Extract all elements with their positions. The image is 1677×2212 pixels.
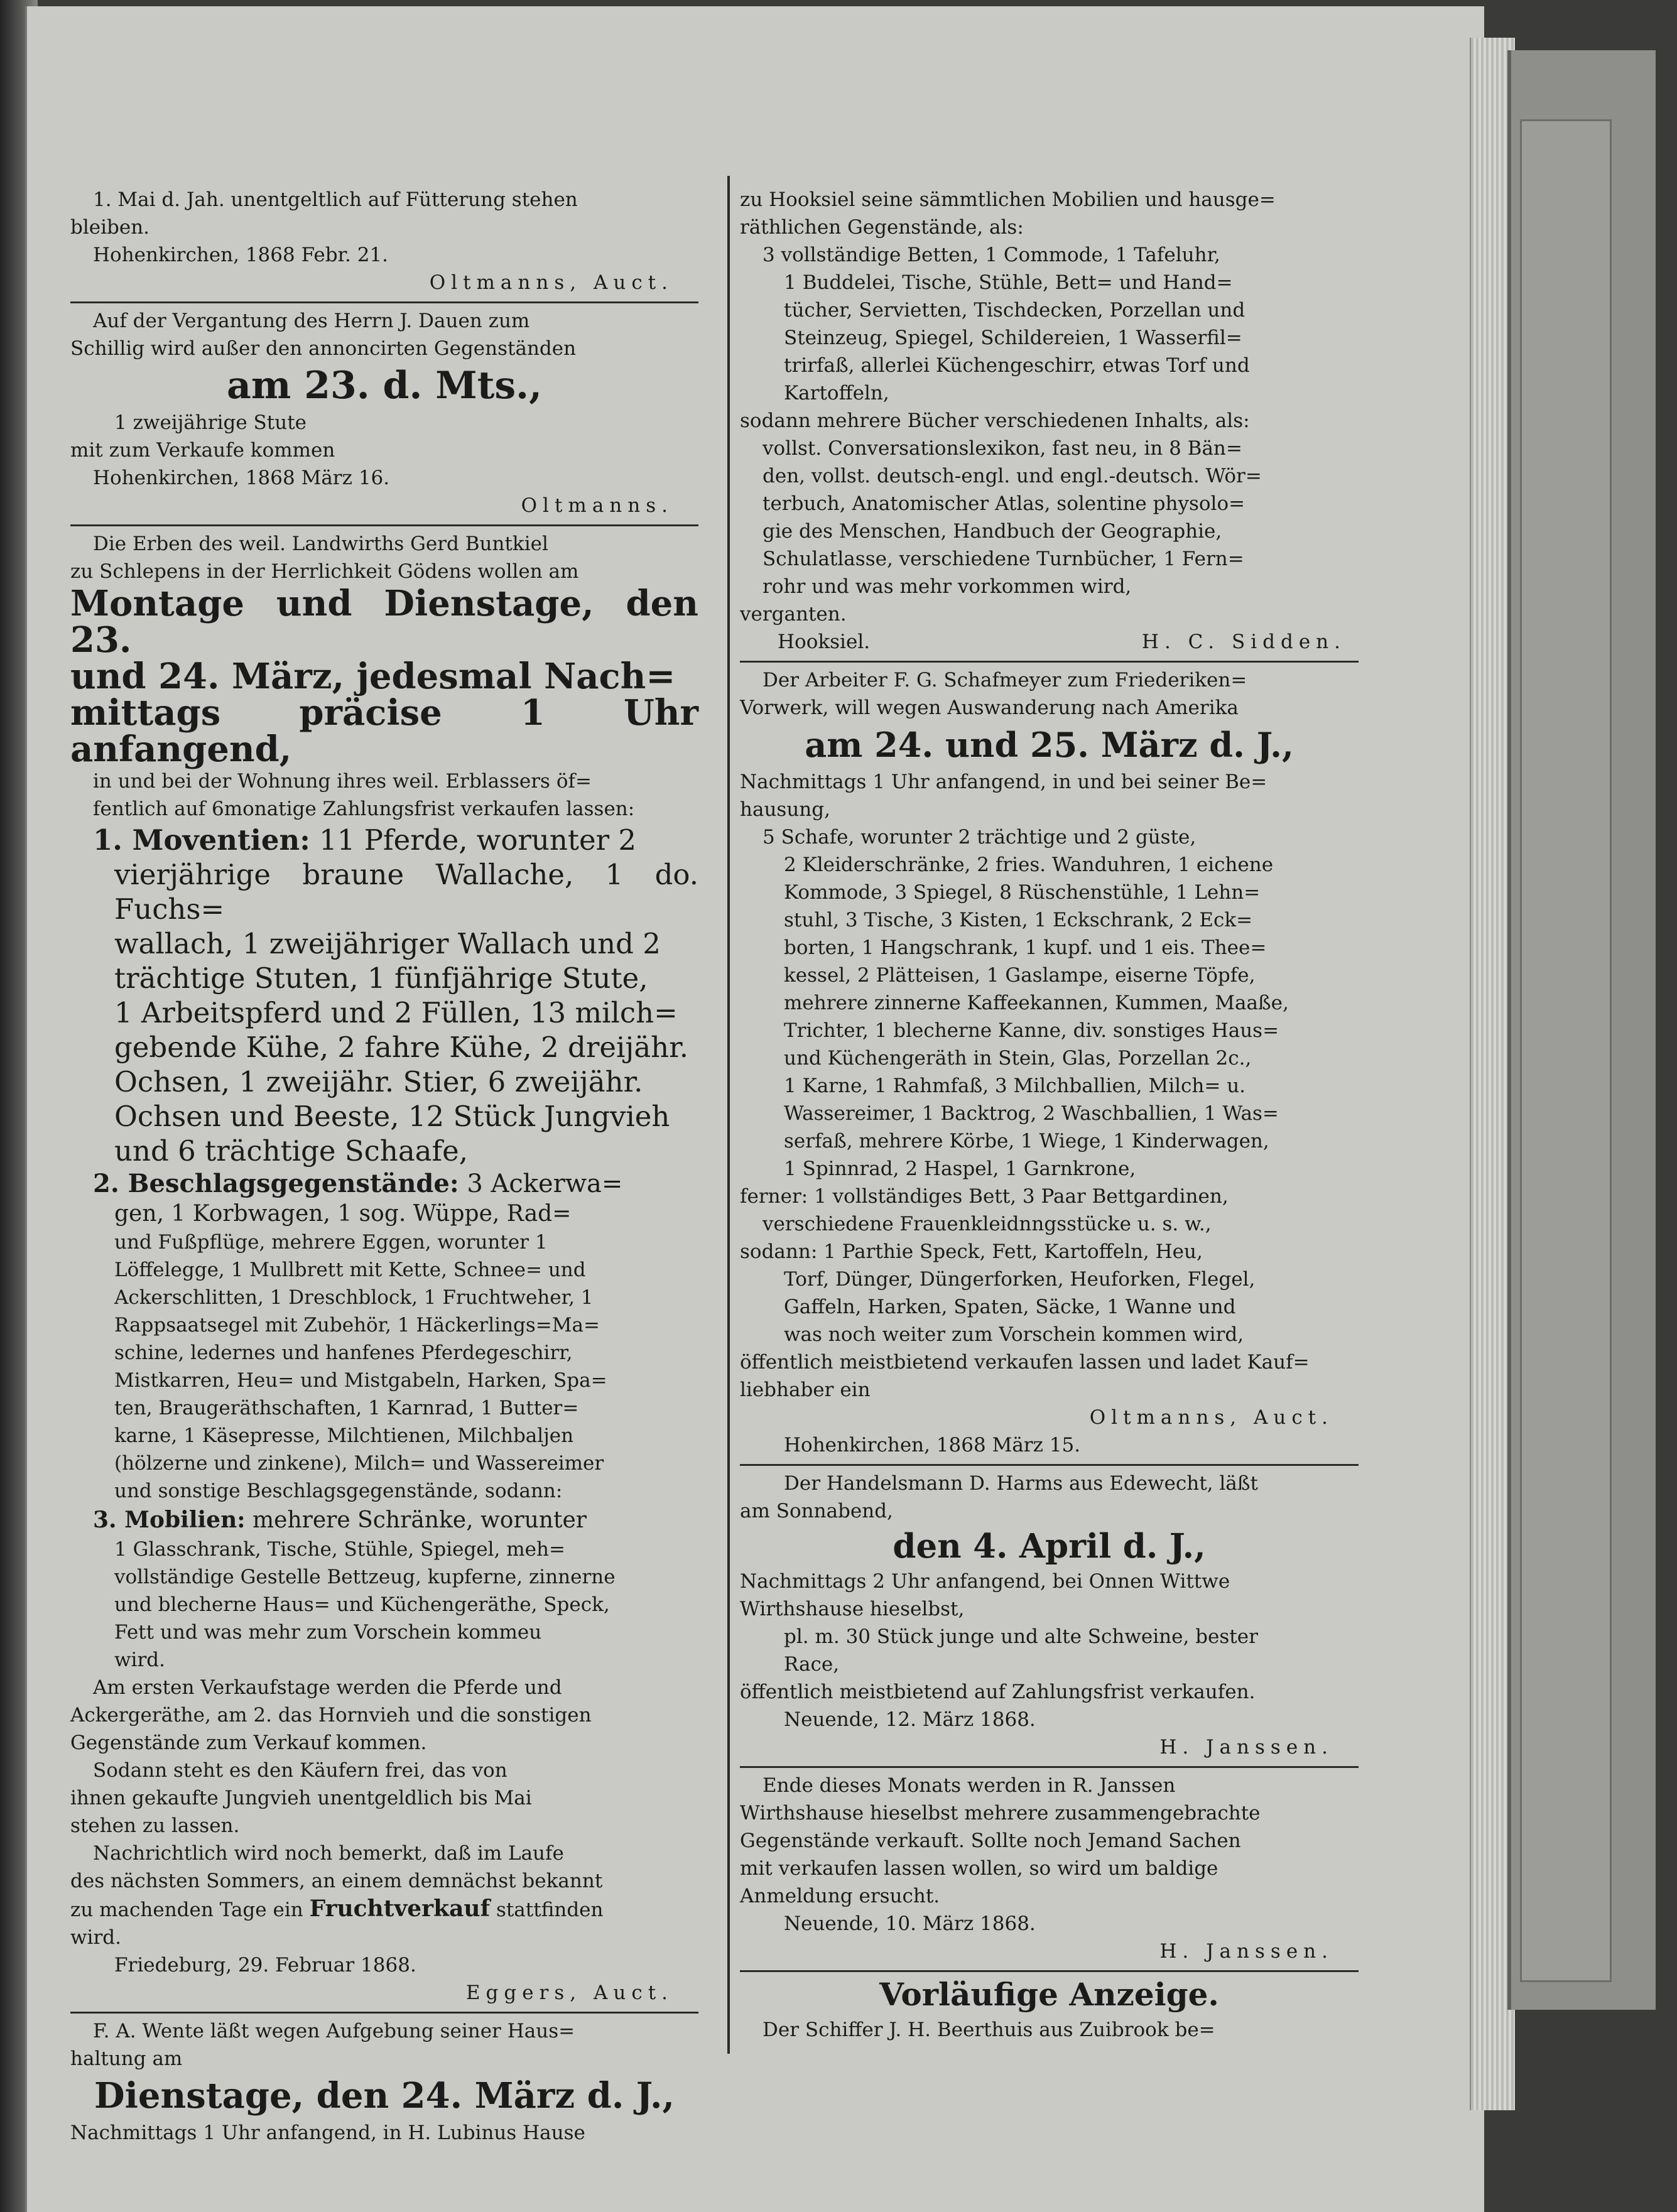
list-line: tücher, Servietten, Tischdecken, Porzellan und [784, 299, 1246, 322]
list-line: Kartoffeln, [784, 382, 889, 404]
list-line: Mistkarren, Heu= und Mistgabeln, Harken, Spa= [114, 1369, 607, 1392]
text-line: wird. [70, 1926, 121, 1949]
list-line: trirfaß, allerlei Küchengeschirr, etwas Torf und [784, 354, 1250, 377]
list-item [70, 1168, 698, 1200]
list-line: und Fußpflüge, mehrere Eggen, worunter 1 [114, 1231, 548, 1254]
text-line: Ackergeräthe, am 2. das Hornvieh und die sonstigen [70, 1704, 592, 1727]
separator [70, 2012, 698, 2014]
book-cover-panel [1520, 119, 1612, 1982]
auction-date-line: Montage und Dienstage, den 23. [70, 583, 698, 661]
list-line: Gaffeln, Harken, Spaten, Säcke, 1 Wanne und [784, 1296, 1236, 1318]
text-line: ferner: 1 vollständiges Bett, 3 Paar Bettgardinen, [740, 1185, 1229, 1208]
text-line: 1 zweijährige Stute [114, 411, 307, 434]
list-line: karne, 1 Käsepresse, Milchtienen, Milchbaljen [114, 1424, 574, 1447]
text-line: liebhaber ein [740, 1379, 871, 1401]
list-line: serfaß, mehrere Körbe, 1 Wiege, 1 Kinderwagen, [784, 1130, 1269, 1152]
list-line: Ackerschlitten, 1 Dreschblock, 1 Fruchtweher, 1 [114, 1286, 594, 1309]
list-line: Torf, Dünger, Düngerforken, Heuforken, Flegel, [784, 1268, 1256, 1291]
text-line: fentlich auf 6monatige Zahlungsfrist verkaufen lassen: [93, 798, 635, 820]
text-line: F. A. Wente läßt wegen Aufgebung seiner Haus= [93, 2020, 575, 2042]
text-line: haltung am [70, 2047, 183, 2070]
text-line: ihnen gekaufte Jungvieh unentgeldlich bis Mai [70, 1787, 532, 1809]
text-line: Der Handelsmann D. Harms aus Edewecht, läßt [784, 1472, 1258, 1495]
text-line: räthlichen Gegenstände, als: [740, 216, 1024, 239]
text-line: 1. Mai d. Jah. unentgeltlich auf Fütterung stehen [93, 188, 578, 211]
list-line: 3 vollständige Betten, 1 Commode, 1 Tafeluhr, [763, 244, 1220, 266]
list-item [70, 823, 698, 857]
list-line: Kommode, 3 Spiegel, 8 Rüschenstühle, 1 Lehn= [784, 881, 1261, 904]
list-line: vierjährige braune Wallache, 1 do. Fuchs= [114, 858, 698, 926]
text-line: Gegenstände zum Verkauf kommen. [70, 1732, 427, 1754]
auction-date-line: mittags präcise 1 Uhr anfangend, [70, 692, 698, 770]
text-line: Ende dieses Monats werden in R. Janssen [763, 1774, 1176, 1797]
list-text: 3 Ackerwa= [467, 1169, 623, 1198]
text-line: Der Schiffer J. H. Beerthuis aus Zuibrook be= [763, 2019, 1215, 2041]
text-line: Anmeldung ersucht. [740, 1885, 940, 1907]
list-line: wird. [114, 1649, 165, 1671]
text-line: mit zum Verkaufe kommen [70, 439, 335, 462]
separator [70, 524, 698, 526]
text-line: Auf der Vergantung des Herrn J. Dauen zum [93, 310, 530, 332]
text-line: stehen zu lassen. [70, 1814, 240, 1837]
signature: Oltmanns. [521, 494, 673, 517]
signature: H. C. Sidden. [1141, 631, 1346, 653]
text-line: in und bei der Wohnung ihres weil. Erblassers öf= [93, 770, 592, 793]
list-line: gen, 1 Korbwagen, 1 sog. Wüppe, Rad= [114, 1201, 572, 1227]
text-line: Gegenstände verkauft. Sollte noch Jemand Sachen [740, 1830, 1241, 1852]
separator [740, 1464, 1359, 1466]
list-line: vollständige Gestelle Bettzeug, kupferne, zinnerne [114, 1566, 616, 1588]
auction-date: Dienstage, den 24. März d. J., [94, 2075, 675, 2117]
right-column [740, 186, 1359, 2044]
separator [740, 1766, 1359, 1768]
text-line: Der Arbeiter F. G. Schafmeyer zum Friederiken= [763, 669, 1247, 691]
left-column [70, 186, 698, 2147]
list-line: kessel, 2 Plätteisen, 1 Gaslampe, eiserne Töpfe, [784, 964, 1256, 987]
list-line: terbuch, Anatomischer Atlas, solentine physolo= [763, 492, 1246, 515]
list-line: Schulatlasse, verschiedene Turnbücher, 1 Fern= [763, 548, 1244, 570]
list-line: wallach, 1 zweijähriger Wallach und 2 [114, 927, 661, 960]
text-line: verschiedene Frauenkleidnngsstücke u. s. w., [763, 1213, 1212, 1235]
list-line: Ochsen, 1 zweijähr. Stier, 6 zweijähr. [114, 1065, 643, 1098]
text-span: stattfinden [496, 1899, 604, 1921]
place-date: Neuende, 12. März 1868. [784, 1708, 1036, 1731]
text-line: öffentlich meistbietend auf Zahlungsfrist verkaufen. [740, 1681, 1256, 1703]
list-line: 1 Glasschrank, Tische, Stühle, Spiegel, meh= [114, 1538, 565, 1561]
text-span: zu machenden Tage ein [70, 1899, 303, 1921]
place-date: Hohenkirchen, 1868 März 16. [93, 467, 390, 489]
category-label: 1. Moventien: [93, 823, 310, 857]
text-line [70, 1895, 698, 1924]
list-line: Steinzeug, Spiegel, Schildereien, 1 Wasserfil= [784, 327, 1242, 349]
text-line: Nachmittags 1 Uhr anfangend, in H. Lubinus Hause [70, 2122, 585, 2144]
signature: Eggers, Auct. [465, 1982, 673, 2004]
auction-date: am 24. und 25. März d. J., [805, 725, 1294, 765]
text-line: sodann: 1 Parthie Speck, Fett, Kartoffeln, Heu, [740, 1240, 1203, 1263]
list-text: mehrere Schränke, worunter [252, 1507, 587, 1533]
list-line: vollst. Conversationslexikon, fast neu, in 8 Bän= [763, 437, 1242, 460]
list-line: Löffelegge, 1 Mullbrett mit Kette, Schnee= und [114, 1259, 586, 1281]
column-divider [727, 176, 730, 2054]
auction-date-line: und 24. März, jedesmal Nach= [70, 656, 676, 697]
list-line: und Küchengeräth in Stein, Glas, Porzellan 2c., [784, 1047, 1252, 1070]
text-line: Vorwerk, will wegen Auswanderung nach Amerika [740, 697, 1239, 719]
list-line: 1 Buddelei, Tische, Stühle, Bett= und Hand= [784, 271, 1233, 294]
text-line: Die Erben des weil. Landwirths Gerd Buntkiel [93, 533, 548, 555]
separator [740, 1970, 1359, 1972]
list-line: und blecherne Haus= und Küchengeräthe, Speck, [114, 1593, 610, 1616]
list-line: trächtige Stuten, 1 fünfjährige Stute, [114, 962, 648, 995]
place-date: Hohenkirchen, 1868 Febr. 21. [93, 244, 389, 266]
text-line: des nächsten Sommers, an einem demnächst bekannt [70, 1870, 603, 1892]
list-line: 5 Schafe, worunter 2 trächtige und 2 güste, [763, 826, 1197, 848]
list-line: 1 Arbeitspferd und 2 Füllen, 13 milch= [114, 996, 678, 1029]
separator [740, 661, 1359, 663]
list-line: (hölzerne und zinkene), Milch= und Wassereimer [114, 1452, 604, 1475]
list-line: was noch weiter zum Vorschein kommen wird, [784, 1323, 1244, 1346]
list-line: Ochsen und Beeste, 12 Stück Jungvieh [114, 1100, 670, 1133]
list-item [70, 1505, 698, 1536]
category-label: 2. Beschlagsgegenstände: [93, 1169, 459, 1198]
list-line: Wassereimer, 1 Backtrog, 2 Waschballien, 1 Was= [784, 1102, 1279, 1125]
text-line: mit verkaufen lassen wollen, so wird um baldige [740, 1857, 1218, 1880]
text-line: Nachmittags 1 Uhr anfangend, in und bei seiner Be= [740, 771, 1267, 793]
text-line: sodann mehrere Bücher verschiedenen Inhalts, als: [740, 409, 1250, 432]
text-line: zu Hooksiel seine sämmtlichen Mobilien und hausge= [740, 188, 1276, 211]
text-line: hausung, [740, 798, 830, 821]
text-line: Nachmittags 2 Uhr anfangend, bei Onnen Wittwe [740, 1570, 1230, 1593]
place-date: Friedeburg, 29. Februar 1868. [114, 1954, 416, 1976]
list-line: den, vollst. deutsch-engl. und engl.-deutsch. Wör= [763, 465, 1262, 487]
list-line: Fett und was mehr zum Vorschein kommeu [114, 1621, 542, 1644]
place-signature-row [740, 628, 1359, 656]
list-line: Race, [784, 1653, 840, 1676]
list-text: 11 Pferde, worunter 2 [319, 823, 637, 857]
text-line: Am ersten Verkaufstage werden die Pferde und [93, 1676, 562, 1699]
list-line: Rappsaatsegel mit Zubehör, 1 Häckerlings=Ma= [114, 1314, 600, 1336]
category-label: 3. Mobilien: [93, 1507, 246, 1533]
place: Hooksiel. [778, 631, 871, 653]
list-line: und 6 trächtige Schaafe, [114, 1134, 469, 1168]
list-line: 1 Karne, 1 Rahmfaß, 3 Milchballien, Milch= u. [784, 1075, 1246, 1097]
list-line: rohr und was mehr vorkommen wird, [763, 575, 1132, 598]
place-date: Hohenkirchen, 1868 März 15. [784, 1434, 1081, 1456]
list-line: ten, Braugeräthschaften, 1 Karnrad, 1 Butter= [114, 1397, 579, 1419]
signature: Oltmanns, Auct. [1089, 1406, 1333, 1429]
section-heading: Vorläufige Anzeige. [879, 1976, 1219, 2013]
list-line: stuhl, 3 Tische, 3 Kisten, 1 Eckschrank, 2 Eck= [784, 909, 1253, 931]
signature: Oltmanns, Auct. [429, 271, 673, 294]
list-line: gie des Menschen, Handbuch der Geographie, [763, 520, 1222, 543]
text-line: bleiben. [70, 216, 150, 239]
text-line: Nachrichtlich wird noch bemerkt, daß im Laufe [93, 1842, 564, 1865]
text-line: Sodann steht es den Käufern frei, das von [93, 1759, 507, 1782]
list-line: 2 Kleiderschränke, 2 fries. Wanduhren, 1 eichene [784, 854, 1274, 876]
auction-date: den 4. April d. J., [893, 1527, 1206, 1566]
auction-date: am 23. d. Mts., [227, 364, 542, 408]
list-line: schine, ledernes und hanfenes Pferdegeschirr, [114, 1342, 573, 1364]
signature: H. Janssen. [1159, 1940, 1333, 1963]
list-line: borten, 1 Hangschrank, 1 kupf. und 1 eis. Thee= [784, 936, 1267, 959]
list-line: 1 Spinnrad, 2 Haspel, 1 Garnkrone, [784, 1158, 1136, 1180]
text-line: zu Schlepens in der Herrlichkeit Gödens wollen am [70, 560, 579, 583]
list-line: pl. m. 30 Stück junge und alte Schweine, bester [784, 1625, 1258, 1648]
list-line: gebende Kühe, 2 fahre Kühe, 2 dreijähr. [114, 1031, 689, 1064]
place-date: Neuende, 10. März 1868. [784, 1912, 1036, 1935]
text-line: Wirthshause hieselbst, [740, 1598, 965, 1620]
separator [70, 301, 698, 303]
list-line: und sonstige Beschlagsgegenstände, sodann: [114, 1480, 563, 1502]
list-line: mehrere zinnerne Kaffeekannen, Kummen, Maaße, [784, 992, 1289, 1014]
list-line: Trichter, 1 blecherne Kanne, div. sonstiges Haus= [784, 1019, 1279, 1042]
text-line: am Sonnabend, [740, 1500, 893, 1522]
text-line: Wirthshause hieselbst mehrere zusammengebrachte [740, 1802, 1261, 1824]
text-line: verganten. [740, 603, 847, 626]
signature: H. Janssen. [1159, 1736, 1333, 1759]
text-line: Schillig wird außer den annoncirten Gegenständen [70, 337, 577, 360]
fruchtverkauf-label: Fruchtverkauf [309, 1895, 491, 1922]
text-line: öffentlich meistbietend verkaufen lassen und ladet Kauf= [740, 1351, 1310, 1374]
